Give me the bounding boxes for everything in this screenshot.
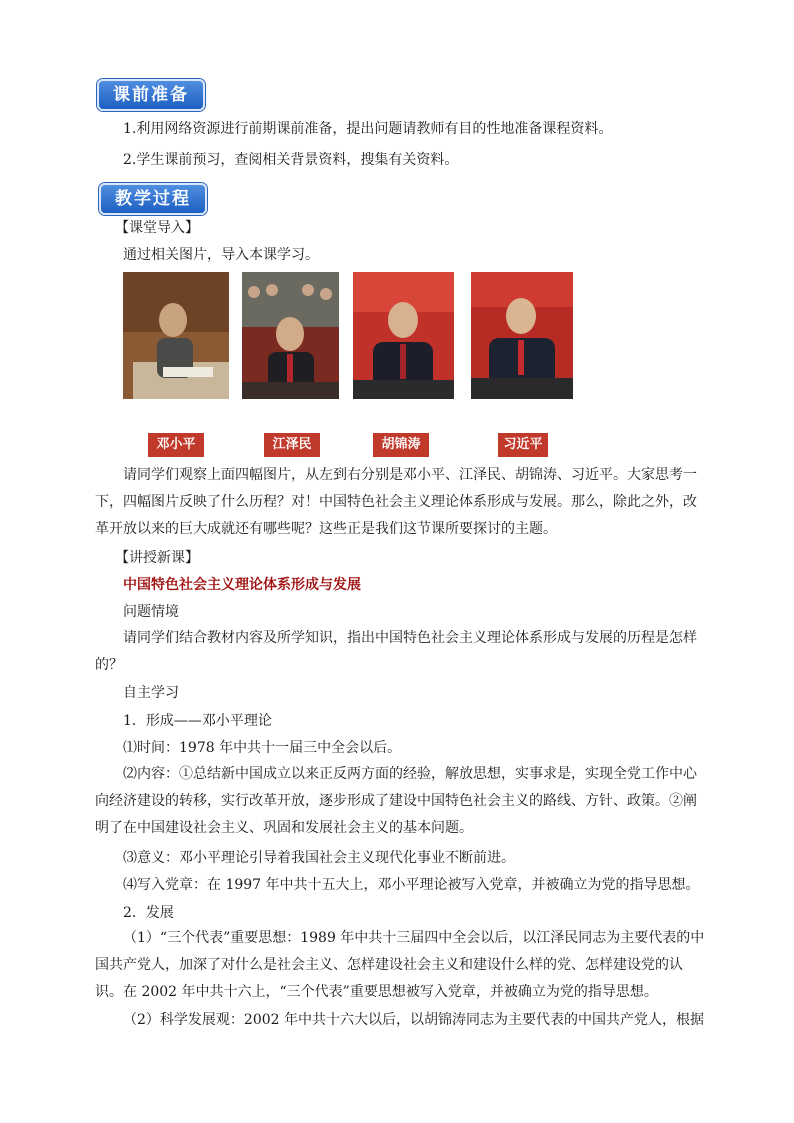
development-item-2: （2）科学发展观：2002 年中共十六大以后，以胡锦涛同志为主要代表的中国共产党人，根据: [123, 1012, 704, 1028]
new-lesson-label: 【讲授新课】: [115, 550, 199, 566]
photo-hu: [353, 272, 454, 399]
intro-label: 【课堂导入】: [115, 220, 199, 236]
intro-text: 通过相关图片，导入本课学习。: [123, 247, 319, 263]
formation-heading: 1．形成——邓小平理论: [123, 713, 272, 729]
topic-heading: 中国特色社会主义理论体系形成与发展: [123, 577, 361, 593]
observe-paragraph: 请同学们观察上面四幅图片，从左到右分别是邓小平、江泽民、胡锦涛、习近平。大家思考一下，四幅图片反映了什么历程？对！中国特色社会主义理论体系形成与发展。那么，除此之外，改革开放以来的巨大成就还有哪些呢？这些正是我们这节课所要探讨的主题。: [95, 467, 697, 537]
development-item-1: （1）“三个代表”重要思想：1989 年中共十三届四中全会以后，以江泽民同志为主要代表的中国共产党人，加深了对什么是社会主义、怎样建设社会主义和建设什么样的党、怎样建设党的认识。在 2002 年中共十六上，“三个代表”重要思想被写入党章，并被确立为党的指导思想。: [95, 930, 705, 1000]
photo-xi: [471, 272, 573, 399]
formation-item-1: ⑴时间：1978 年中共十一届三中全会以后。: [123, 740, 402, 756]
formation-item-2: ⑵内容：①总结新中国成立以来正反两方面的经验，解放思想，实事求是，实现全党工作中心向经济建设的转移，实行改革开放，逐步形成了建设中国特色社会主义的路线、方针、政策。②阐明了在中国建设社会主义、巩固和发展社会主义的基本问题。: [95, 766, 697, 836]
formation-item-3: ⑶意义：邓小平理论引导着我国社会主义现代化事业不断前进。: [123, 850, 515, 866]
caption-xi: 习近平: [498, 433, 548, 457]
formation-item-4: ⑷写入党章：在 1997 年中共十五大上，邓小平理论被写入党章，并被确立为党的指导思想。: [123, 877, 700, 893]
prep-item-1: 1.利用网络资源进行前期课前准备，提出问题请教师有目的性地准备课程资料。: [123, 121, 613, 137]
photo-jiang: [242, 272, 339, 399]
scenario-text: 请同学们结合教材内容及所学知识，指出中国特色社会主义理论体系形成与发展的历程是怎样的？: [95, 630, 697, 673]
scenario-label: 问题情境: [123, 604, 179, 620]
photo-deng: [123, 272, 229, 399]
caption-hu: 胡锦涛: [373, 433, 429, 457]
caption-jiang: 江泽民: [264, 433, 320, 457]
section-badge-prep: 课前准备: [97, 79, 205, 111]
development-heading: 2．发展: [123, 905, 174, 921]
caption-deng: 邓小平: [148, 433, 204, 457]
self-study-label: 自主学习: [123, 685, 179, 701]
prep-item-2: 2.学生课前预习，查阅相关背景资料，搜集有关资料。: [123, 152, 459, 168]
section-badge-process: 教学过程: [99, 183, 207, 215]
